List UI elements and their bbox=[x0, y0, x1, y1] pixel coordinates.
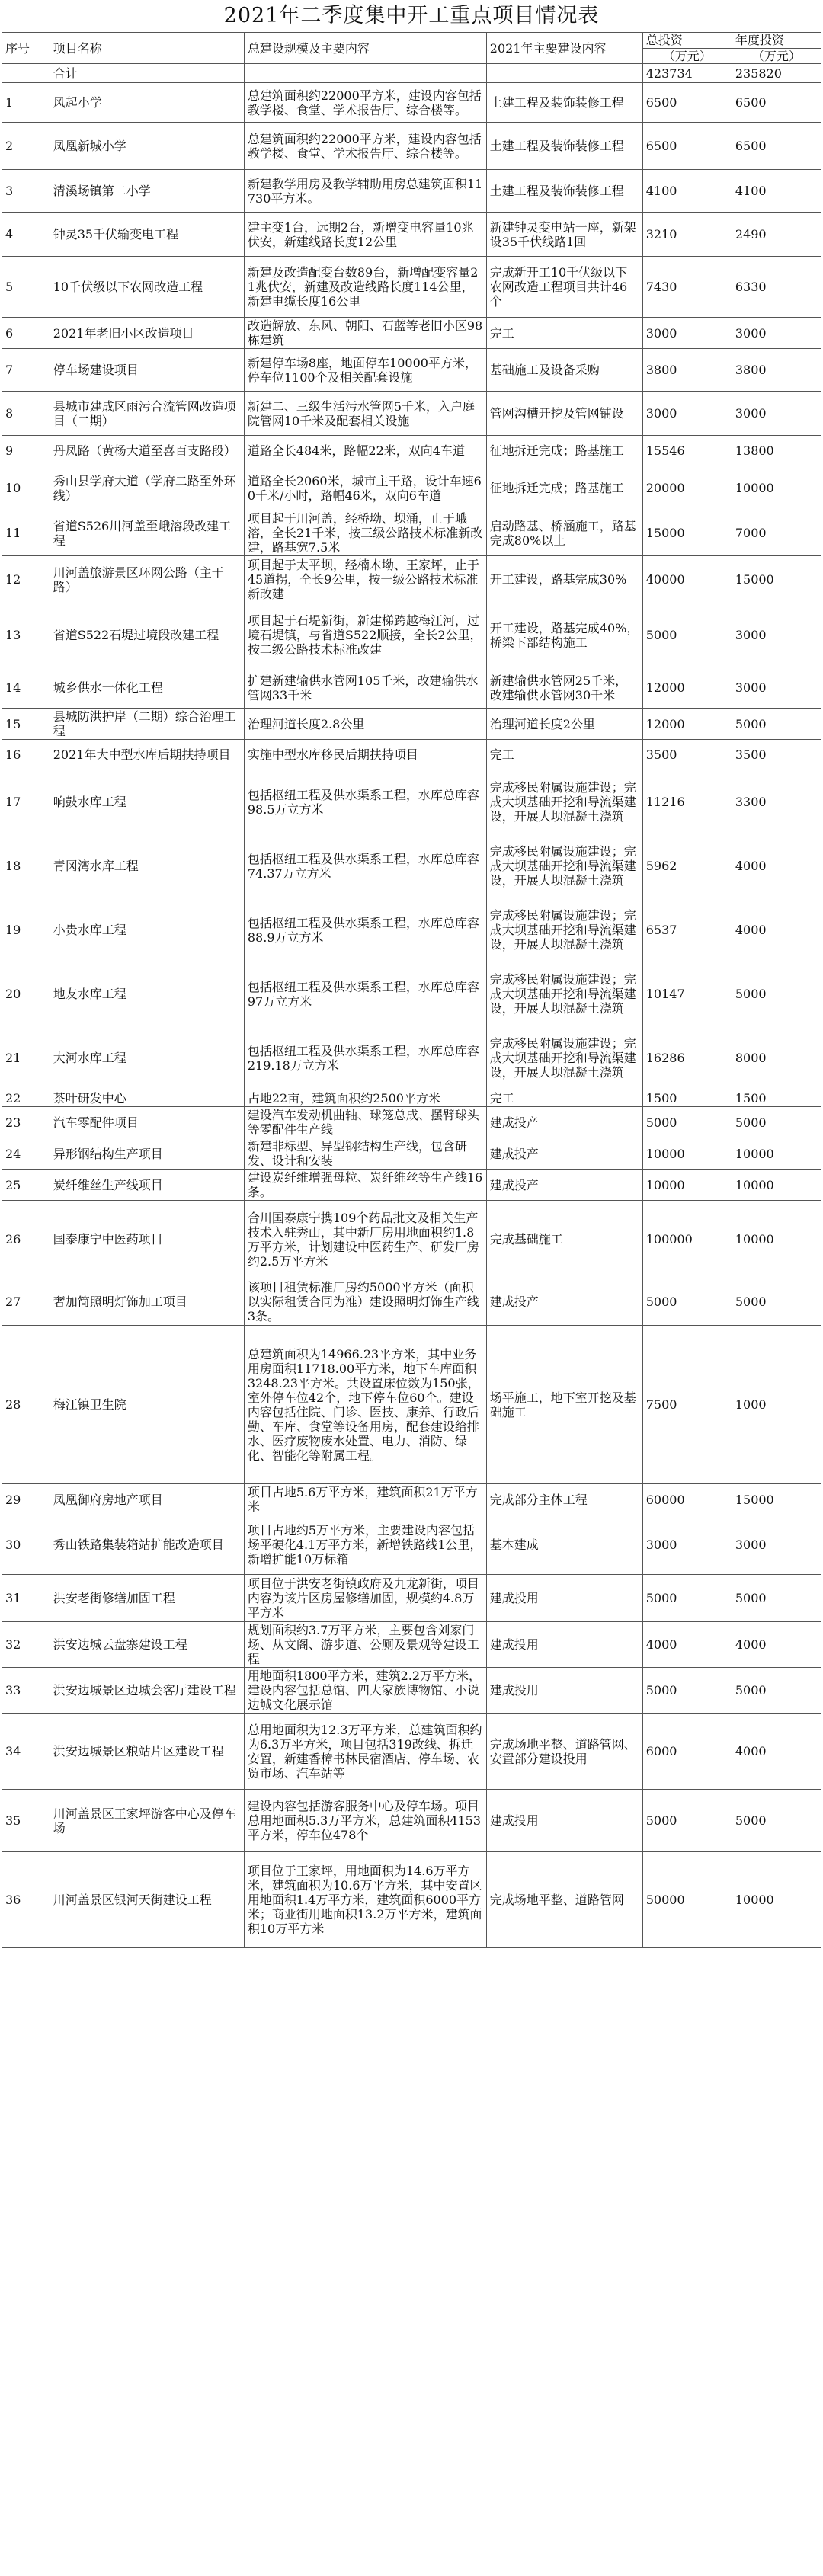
cell-annual-invest: 5000 bbox=[732, 1575, 821, 1622]
cell-scale: 项目起于石堤新街，新建梯跨越梅江河，过境石堤镇，与省道S522顺接，全长2公里，按二级公路技术标准改建 bbox=[244, 603, 486, 667]
cell-content: 完成移民附属设施建设；完成大坝基础开挖和导流渠建设，开展大坝混凝土浇筑 bbox=[486, 770, 642, 834]
cell-annual-invest: 3000 bbox=[732, 603, 821, 667]
header-annual-invest-label: 年度投资 bbox=[735, 33, 784, 47]
cell-seq: 24 bbox=[2, 1138, 50, 1170]
total-invest-sum: 423734 bbox=[642, 64, 732, 83]
cell-content: 征地拆迁完成；路基施工 bbox=[486, 436, 642, 466]
cell-annual-invest: 7000 bbox=[732, 510, 821, 556]
cell-scale: 总建筑面积约22000平方米，建设内容包括教学楼、食堂、学术报告厅、综合楼等。 bbox=[244, 83, 486, 123]
header-total-invest bbox=[642, 33, 732, 64]
total-label: 合计 bbox=[50, 64, 244, 83]
cell-scale: 新建停车场8座，地面停车10000平方米，停车位1100个及相关配套设施 bbox=[244, 349, 486, 392]
cell-seq: 13 bbox=[2, 603, 50, 667]
cell-total-invest: 60000 bbox=[642, 1484, 732, 1515]
cell-name: 异形钢结构生产项目 bbox=[50, 1138, 244, 1170]
cell-annual-invest: 3000 bbox=[732, 1515, 821, 1575]
table-row bbox=[2, 1090, 821, 1107]
cell-annual-invest: 6330 bbox=[732, 257, 821, 318]
cell-name: 川河盖景区王家坪游客中心及停车场 bbox=[50, 1790, 244, 1852]
cell-annual-invest: 10000 bbox=[732, 1138, 821, 1170]
cell-scale: 项目位于王家坪，用地面积为14.6万平方米，建筑面积为10.6万平方米，其中安置区用地面积1.4万平方米，建筑面积6000平方米；商业街用地面积13.2万平方米，建筑面积10万平方米 bbox=[244, 1852, 486, 1948]
cell-annual-invest: 13800 bbox=[732, 436, 821, 466]
cell-annual-invest: 8000 bbox=[732, 1026, 821, 1090]
cell-seq: 33 bbox=[2, 1668, 50, 1714]
header-annual-invest bbox=[732, 33, 821, 64]
table-row bbox=[2, 170, 821, 213]
cell-annual-invest: 3000 bbox=[732, 392, 821, 436]
cell-name: 钟灵35千伏输变电工程 bbox=[50, 213, 244, 257]
table-row bbox=[2, 1278, 821, 1326]
cell-seq: 16 bbox=[2, 740, 50, 770]
table-row bbox=[2, 1515, 821, 1575]
total-content bbox=[486, 64, 642, 83]
cell-name: 响鼓水库工程 bbox=[50, 770, 244, 834]
header-content: 2021年主要建设内容 bbox=[486, 33, 642, 64]
cell-total-invest: 3800 bbox=[642, 349, 732, 392]
cell-total-invest: 5000 bbox=[642, 1668, 732, 1714]
cell-annual-invest: 10000 bbox=[732, 1201, 821, 1278]
table-row bbox=[2, 123, 821, 170]
header-row bbox=[2, 33, 821, 64]
table-row bbox=[2, 834, 821, 898]
cell-seq: 5 bbox=[2, 257, 50, 318]
total-scale bbox=[244, 64, 486, 83]
cell-content: 完成场地平整、道路管网、安置部分建设投用 bbox=[486, 1714, 642, 1790]
cell-total-invest: 6000 bbox=[642, 1714, 732, 1790]
cell-total-invest: 6537 bbox=[642, 898, 732, 962]
cell-total-invest: 15000 bbox=[642, 510, 732, 556]
cell-name: 省道S526川河盖至峨溶段改建工程 bbox=[50, 510, 244, 556]
cell-name: 清溪场镇第二小学 bbox=[50, 170, 244, 213]
table-row bbox=[2, 510, 821, 556]
cell-content: 开工建设，路基完成30% bbox=[486, 556, 642, 603]
total-row bbox=[2, 64, 821, 83]
cell-scale: 包括枢纽工程及供水渠系工程，水库总库容97万立方米 bbox=[244, 962, 486, 1026]
cell-annual-invest: 2490 bbox=[732, 213, 821, 257]
cell-scale: 新建教学用房及教学辅助用房总建筑面积11730平方米。 bbox=[244, 170, 486, 213]
cell-name: 洪安边城景区粮站片区建设工程 bbox=[50, 1714, 244, 1790]
cell-total-invest: 20000 bbox=[642, 466, 732, 510]
cell-annual-invest: 4000 bbox=[732, 1714, 821, 1790]
cell-seq: 21 bbox=[2, 1026, 50, 1090]
cell-name: 秀山铁路集装箱站扩能改造项目 bbox=[50, 1515, 244, 1575]
cell-name: 梅江镇卫生院 bbox=[50, 1326, 244, 1484]
cell-scale: 建设汽车发动机曲轴、球笼总成、摆臂球头等零配件生产线 bbox=[244, 1107, 486, 1138]
cell-scale: 包括枢纽工程及供水渠系工程，水库总库容219.18万立方米 bbox=[244, 1026, 486, 1090]
cell-annual-invest: 3000 bbox=[732, 318, 821, 349]
cell-scale: 项目占地5.6万平方米，建筑面积21万平方米 bbox=[244, 1484, 486, 1515]
table-row bbox=[2, 349, 821, 392]
cell-content: 开工建设，路基完成40%，桥梁下部结构施工 bbox=[486, 603, 642, 667]
cell-content: 场平施工，地下室开挖及基础施工 bbox=[486, 1326, 642, 1484]
cell-seq: 27 bbox=[2, 1278, 50, 1326]
cell-total-invest: 15546 bbox=[642, 436, 732, 466]
table-row bbox=[2, 740, 821, 770]
cell-content: 基本建成 bbox=[486, 1515, 642, 1575]
cell-content: 新建钟灵变电站一座，新架设35千伏线路1回 bbox=[486, 213, 642, 257]
cell-annual-invest: 15000 bbox=[732, 1484, 821, 1515]
cell-annual-invest: 10000 bbox=[732, 1852, 821, 1948]
cell-name: 省道S522石堤过境段改建工程 bbox=[50, 603, 244, 667]
cell-name: 汽车零配件项目 bbox=[50, 1107, 244, 1138]
cell-annual-invest: 3300 bbox=[732, 770, 821, 834]
cell-content: 完工 bbox=[486, 1090, 642, 1107]
cell-scale: 用地面积1800平方米，建筑2.2万平方米，建设内容包括总馆、四大家族博物馆、小说边城文化展示馆 bbox=[244, 1668, 486, 1714]
cell-seq: 1 bbox=[2, 83, 50, 123]
cell-name: 洪安边城云盘寨建设工程 bbox=[50, 1622, 244, 1668]
cell-name: 10千伏级以下农网改造工程 bbox=[50, 257, 244, 318]
cell-scale: 新建二、三级生活污水管网5千米，入户庭院管网10千米及配套相关设施 bbox=[244, 392, 486, 436]
cell-name: 川河盖景区银河天街建设工程 bbox=[50, 1852, 244, 1948]
table-row bbox=[2, 83, 821, 123]
cell-scale: 新建非标型、异型钢结构生产线，包含研发、设计和安装 bbox=[244, 1138, 486, 1170]
table-row bbox=[2, 556, 821, 603]
table-row bbox=[2, 1326, 821, 1484]
table-row bbox=[2, 1201, 821, 1278]
table-row bbox=[2, 318, 821, 349]
cell-seq: 8 bbox=[2, 392, 50, 436]
cell-scale: 改造解放、东风、朝阳、石蓝等老旧小区98栋建筑 bbox=[244, 318, 486, 349]
cell-annual-invest: 4000 bbox=[732, 834, 821, 898]
cell-content: 完成移民附属设施建设；完成大坝基础开挖和导流渠建设，开展大坝混凝土浇筑 bbox=[486, 898, 642, 962]
cell-seq: 4 bbox=[2, 213, 50, 257]
cell-seq: 29 bbox=[2, 1484, 50, 1515]
cell-name: 2021年老旧小区改造项目 bbox=[50, 318, 244, 349]
cell-seq: 31 bbox=[2, 1575, 50, 1622]
cell-content: 新建输供水管网25千米，改建输供水管网30千米 bbox=[486, 667, 642, 709]
cell-annual-invest: 1000 bbox=[732, 1326, 821, 1484]
cell-annual-invest: 4100 bbox=[732, 170, 821, 213]
cell-scale: 包括枢纽工程及供水渠系工程，水库总库容88.9万立方米 bbox=[244, 898, 486, 962]
cell-annual-invest: 10000 bbox=[732, 1170, 821, 1201]
cell-total-invest: 3000 bbox=[642, 318, 732, 349]
header-total-invest-label: 总投资 bbox=[645, 33, 683, 47]
table-row bbox=[2, 603, 821, 667]
cell-name: 洪安边城景区边城会客厅建设工程 bbox=[50, 1668, 244, 1714]
cell-annual-invest: 5000 bbox=[732, 1668, 821, 1714]
cell-seq: 6 bbox=[2, 318, 50, 349]
table-row bbox=[2, 392, 821, 436]
cell-content: 完工 bbox=[486, 740, 642, 770]
table-row bbox=[2, 436, 821, 466]
cell-annual-invest: 6500 bbox=[732, 123, 821, 170]
cell-total-invest: 10000 bbox=[642, 1138, 732, 1170]
table-row bbox=[2, 1138, 821, 1170]
cell-name: 地友水库工程 bbox=[50, 962, 244, 1026]
header-total-invest-unit: （万元） bbox=[643, 48, 732, 63]
header-name: 项目名称 bbox=[50, 33, 244, 64]
cell-annual-invest: 4000 bbox=[732, 898, 821, 962]
cell-annual-invest: 3000 bbox=[732, 667, 821, 709]
table-row bbox=[2, 1575, 821, 1622]
cell-scale: 项目占地约5万平方米，主要建设内容包括场平硬化4.1万平方米，新增铁路线1公里，新增扩能10万标箱 bbox=[244, 1515, 486, 1575]
cell-seq: 20 bbox=[2, 962, 50, 1026]
cell-name: 凤凰新城小学 bbox=[50, 123, 244, 170]
cell-seq: 22 bbox=[2, 1090, 50, 1107]
cell-name: 小贵水库工程 bbox=[50, 898, 244, 962]
cell-content: 基础施工及设备采购 bbox=[486, 349, 642, 392]
cell-total-invest: 12000 bbox=[642, 709, 732, 740]
cell-scale: 包括枢纽工程及供水渠系工程，水库总库容74.37万立方米 bbox=[244, 834, 486, 898]
cell-total-invest: 50000 bbox=[642, 1852, 732, 1948]
cell-total-invest: 3500 bbox=[642, 740, 732, 770]
cell-name: 奢加简照明灯饰加工项目 bbox=[50, 1278, 244, 1326]
cell-name: 风起小学 bbox=[50, 83, 244, 123]
cell-seq: 12 bbox=[2, 556, 50, 603]
table-row bbox=[2, 1714, 821, 1790]
annual-invest-sum: 235820 bbox=[732, 64, 821, 83]
cell-total-invest: 4100 bbox=[642, 170, 732, 213]
cell-scale: 扩建新建输供水管网105千米，改建输供水管网33千米 bbox=[244, 667, 486, 709]
cell-scale: 占地22亩，建筑面积约2500平方米 bbox=[244, 1090, 486, 1107]
total-seq bbox=[2, 64, 50, 83]
cell-name: 县城市建成区雨污合流管网改造项目（二期） bbox=[50, 392, 244, 436]
cell-name: 青冈湾水库工程 bbox=[50, 834, 244, 898]
cell-name: 城乡供水一体化工程 bbox=[50, 667, 244, 709]
cell-name: 丹凤路（黄杨大道至喜百支路段） bbox=[50, 436, 244, 466]
cell-seq: 15 bbox=[2, 709, 50, 740]
cell-total-invest: 10000 bbox=[642, 1170, 732, 1201]
cell-content: 完成移民附属设施建设；完成大坝基础开挖和导流渠建设，开展大坝混凝土浇筑 bbox=[486, 1026, 642, 1090]
cell-total-invest: 4000 bbox=[642, 1622, 732, 1668]
cell-scale: 总建筑面积约22000平方米，建设内容包括教学楼、食堂、学术报告厅、综合楼等。 bbox=[244, 123, 486, 170]
cell-total-invest: 1500 bbox=[642, 1090, 732, 1107]
cell-total-invest: 5000 bbox=[642, 1575, 732, 1622]
header-seq: 序号 bbox=[2, 33, 50, 64]
cell-content: 土建工程及装饰装修工程 bbox=[486, 83, 642, 123]
cell-seq: 34 bbox=[2, 1714, 50, 1790]
cell-seq: 7 bbox=[2, 349, 50, 392]
table-row bbox=[2, 962, 821, 1026]
cell-annual-invest: 15000 bbox=[732, 556, 821, 603]
cell-total-invest: 5000 bbox=[642, 1790, 732, 1852]
cell-seq: 32 bbox=[2, 1622, 50, 1668]
cell-content: 治理河道长度2公里 bbox=[486, 709, 642, 740]
cell-total-invest: 11216 bbox=[642, 770, 732, 834]
cell-content: 完成新开工10千伏级以下农网改造工程项目共计46个 bbox=[486, 257, 642, 318]
cell-total-invest: 12000 bbox=[642, 667, 732, 709]
table-title: 2021年二季度集中开工重点项目情况表 bbox=[223, 4, 600, 27]
cell-content: 建成投产 bbox=[486, 1107, 642, 1138]
table-row bbox=[2, 1026, 821, 1090]
cell-scale: 总用地面积为12.3万平方米，总建筑面积约为6.3万平方米，项目包括319改线、拆迁安置，新建香樟书林民宿酒店、停车场、农贸市场、汽车站等 bbox=[244, 1714, 486, 1790]
cell-seq: 30 bbox=[2, 1515, 50, 1575]
cell-annual-invest: 5000 bbox=[732, 962, 821, 1026]
cell-scale: 建主变1台，远期2台，新增变电容量10兆伏安，新建线路长度12公里 bbox=[244, 213, 486, 257]
table-row bbox=[2, 1790, 821, 1852]
cell-total-invest: 7430 bbox=[642, 257, 732, 318]
cell-seq: 3 bbox=[2, 170, 50, 213]
project-table bbox=[2, 32, 821, 1948]
cell-content: 土建工程及装饰装修工程 bbox=[486, 123, 642, 170]
cell-scale: 建设炭纤维增强母粒、炭纤维丝等生产线16条。 bbox=[244, 1170, 486, 1201]
header-scale: 总建设规模及主要内容 bbox=[244, 33, 486, 64]
cell-total-invest: 3000 bbox=[642, 392, 732, 436]
cell-name: 凤凰御府房地产项目 bbox=[50, 1484, 244, 1515]
cell-content: 完成移民附属设施建设；完成大坝基础开挖和导流渠建设，开展大坝混凝土浇筑 bbox=[486, 834, 642, 898]
cell-total-invest: 3000 bbox=[642, 1515, 732, 1575]
table-row bbox=[2, 466, 821, 510]
cell-content: 建成投用 bbox=[486, 1622, 642, 1668]
cell-scale: 项目位于洪安老街镇政府及九龙新街，项目内容为该片区房屋修缮加固，规模约4.8万平方米 bbox=[244, 1575, 486, 1622]
cell-content: 建成投产 bbox=[486, 1170, 642, 1201]
cell-total-invest: 6500 bbox=[642, 123, 732, 170]
cell-name: 茶叶研发中心 bbox=[50, 1090, 244, 1107]
cell-name: 炭纤维丝生产线项目 bbox=[50, 1170, 244, 1201]
table-row bbox=[2, 770, 821, 834]
cell-annual-invest: 6500 bbox=[732, 83, 821, 123]
cell-annual-invest: 5000 bbox=[732, 1790, 821, 1852]
cell-seq: 9 bbox=[2, 436, 50, 466]
cell-seq: 28 bbox=[2, 1326, 50, 1484]
cell-content: 完成场地平整、道路管网 bbox=[486, 1852, 642, 1948]
cell-name: 2021年大中型水库后期扶持项目 bbox=[50, 740, 244, 770]
table-row bbox=[2, 1107, 821, 1138]
table-row bbox=[2, 1852, 821, 1948]
cell-seq: 17 bbox=[2, 770, 50, 834]
cell-total-invest: 6500 bbox=[642, 83, 732, 123]
cell-scale: 实施中型水库移民后期扶持项目 bbox=[244, 740, 486, 770]
cell-scale: 项目起于川河盖，经桥坳、坝涌，止于峨溶，全长21千米，按三级公路技术标准新改建，路基宽7.5米 bbox=[244, 510, 486, 556]
cell-content: 土建工程及装饰装修工程 bbox=[486, 170, 642, 213]
cell-name: 停车场建设项目 bbox=[50, 349, 244, 392]
cell-content: 建成投产 bbox=[486, 1278, 642, 1326]
cell-annual-invest: 10000 bbox=[732, 466, 821, 510]
cell-total-invest: 10147 bbox=[642, 962, 732, 1026]
cell-content: 管网沟槽开挖及管网铺设 bbox=[486, 392, 642, 436]
cell-seq: 11 bbox=[2, 510, 50, 556]
cell-name: 县城防洪护岸（二期）综合治理工程 bbox=[50, 709, 244, 740]
table-row bbox=[2, 709, 821, 740]
cell-annual-invest: 5000 bbox=[732, 709, 821, 740]
cell-total-invest: 5962 bbox=[642, 834, 732, 898]
cell-content: 建成投用 bbox=[486, 1668, 642, 1714]
cell-content: 启动路基、桥涵施工，路基完成80%以上 bbox=[486, 510, 642, 556]
cell-annual-invest: 5000 bbox=[732, 1278, 821, 1326]
cell-scale: 道路全长484米，路幅22米，双向4车道 bbox=[244, 436, 486, 466]
cell-seq: 18 bbox=[2, 834, 50, 898]
cell-name: 大河水库工程 bbox=[50, 1026, 244, 1090]
cell-seq: 26 bbox=[2, 1201, 50, 1278]
cell-scale: 新建及改造配变台数89台，新增配变容量21兆伏安，新建及改造线路长度114公里，新建电缆长度16公里 bbox=[244, 257, 486, 318]
cell-scale: 道路全长2060米，城市主干路，设计车速60千米/小时，路幅46米，双向6车道 bbox=[244, 466, 486, 510]
cell-seq: 19 bbox=[2, 898, 50, 962]
cell-total-invest: 5000 bbox=[642, 1278, 732, 1326]
cell-scale: 规划面积约3.7万平方米，主要包含刘家门场、从文阁、游步道、公厕及景观等建设工程 bbox=[244, 1622, 486, 1668]
cell-total-invest: 3210 bbox=[642, 213, 732, 257]
cell-name: 川河盖旅游景区环网公路（主干路） bbox=[50, 556, 244, 603]
table-row bbox=[2, 1170, 821, 1201]
cell-annual-invest: 4000 bbox=[732, 1622, 821, 1668]
cell-annual-invest: 3800 bbox=[732, 349, 821, 392]
cell-annual-invest: 3500 bbox=[732, 740, 821, 770]
cell-name: 秀山县学府大道（学府二路至外环线） bbox=[50, 466, 244, 510]
cell-seq: 10 bbox=[2, 466, 50, 510]
table-row bbox=[2, 1668, 821, 1714]
cell-total-invest: 5000 bbox=[642, 1107, 732, 1138]
table-row bbox=[2, 1484, 821, 1515]
cell-scale: 合川国泰康宁携109个药品批文及相关生产技术入驻秀山，其中新厂房用地面积约1.8万平方米，计划建设中医药生产、研发厂房约2.5万平方米 bbox=[244, 1201, 486, 1278]
table-row bbox=[2, 667, 821, 709]
cell-total-invest: 5000 bbox=[642, 603, 732, 667]
cell-total-invest: 40000 bbox=[642, 556, 732, 603]
cell-total-invest: 7500 bbox=[642, 1326, 732, 1484]
cell-content: 完工 bbox=[486, 318, 642, 349]
cell-annual-invest: 5000 bbox=[732, 1107, 821, 1138]
cell-scale: 治理河道长度2.8公里 bbox=[244, 709, 486, 740]
cell-seq: 36 bbox=[2, 1852, 50, 1948]
cell-seq: 35 bbox=[2, 1790, 50, 1852]
cell-total-invest: 100000 bbox=[642, 1201, 732, 1278]
cell-total-invest: 16286 bbox=[642, 1026, 732, 1090]
cell-content: 建成投产 bbox=[486, 1138, 642, 1170]
cell-seq: 25 bbox=[2, 1170, 50, 1201]
cell-content: 完成部分主体工程 bbox=[486, 1484, 642, 1515]
cell-seq: 14 bbox=[2, 667, 50, 709]
table-row bbox=[2, 257, 821, 318]
cell-content: 征地拆迁完成；路基施工 bbox=[486, 466, 642, 510]
cell-scale: 该项目租赁标准厂房约5000平方米（面积以实际租赁合同为准）建设照明灯饰生产线3条。 bbox=[244, 1278, 486, 1326]
cell-content: 完成移民附属设施建设；完成大坝基础开挖和导流渠建设，开展大坝混凝土浇筑 bbox=[486, 962, 642, 1026]
cell-annual-invest: 1500 bbox=[732, 1090, 821, 1107]
cell-name: 洪安老街修缮加固工程 bbox=[50, 1575, 244, 1622]
cell-content: 建成投用 bbox=[486, 1790, 642, 1852]
cell-content: 完成基础施工 bbox=[486, 1201, 642, 1278]
cell-scale: 包括枢纽工程及供水渠系工程，水库总库容98.5万立方米 bbox=[244, 770, 486, 834]
header-annual-invest-unit: （万元） bbox=[732, 48, 821, 63]
table-row bbox=[2, 1622, 821, 1668]
cell-content: 建成投用 bbox=[486, 1575, 642, 1622]
cell-name: 国泰康宁中医药项目 bbox=[50, 1201, 244, 1278]
cell-scale: 总建筑面积为14966.23平方米，其中业务用房面积11718.00平方米，地下车库面积3248.23平方米。共设置床位数为150张，室外停车位42个，地下停车位60个。建设内容包括住院、门诊、医技、康养、行政后勤、车库、食堂等设备用房，配套建设给排水、医疗废物废水处置、电力、消防、绿化、智能化等附属工程。 bbox=[244, 1326, 486, 1484]
cell-scale: 建设内容包括游客服务中心及停车场。项目总用地面积5.3万平方米，总建筑面积4153平方米，停车位478个 bbox=[244, 1790, 486, 1852]
cell-scale: 项目起于太平坝，经楠木坳、王家坪，止于45道拐，全长9公里，按一级公路技术标准新改建 bbox=[244, 556, 486, 603]
cell-seq: 23 bbox=[2, 1107, 50, 1138]
table-row bbox=[2, 213, 821, 257]
cell-seq: 2 bbox=[2, 123, 50, 170]
table-row bbox=[2, 898, 821, 962]
